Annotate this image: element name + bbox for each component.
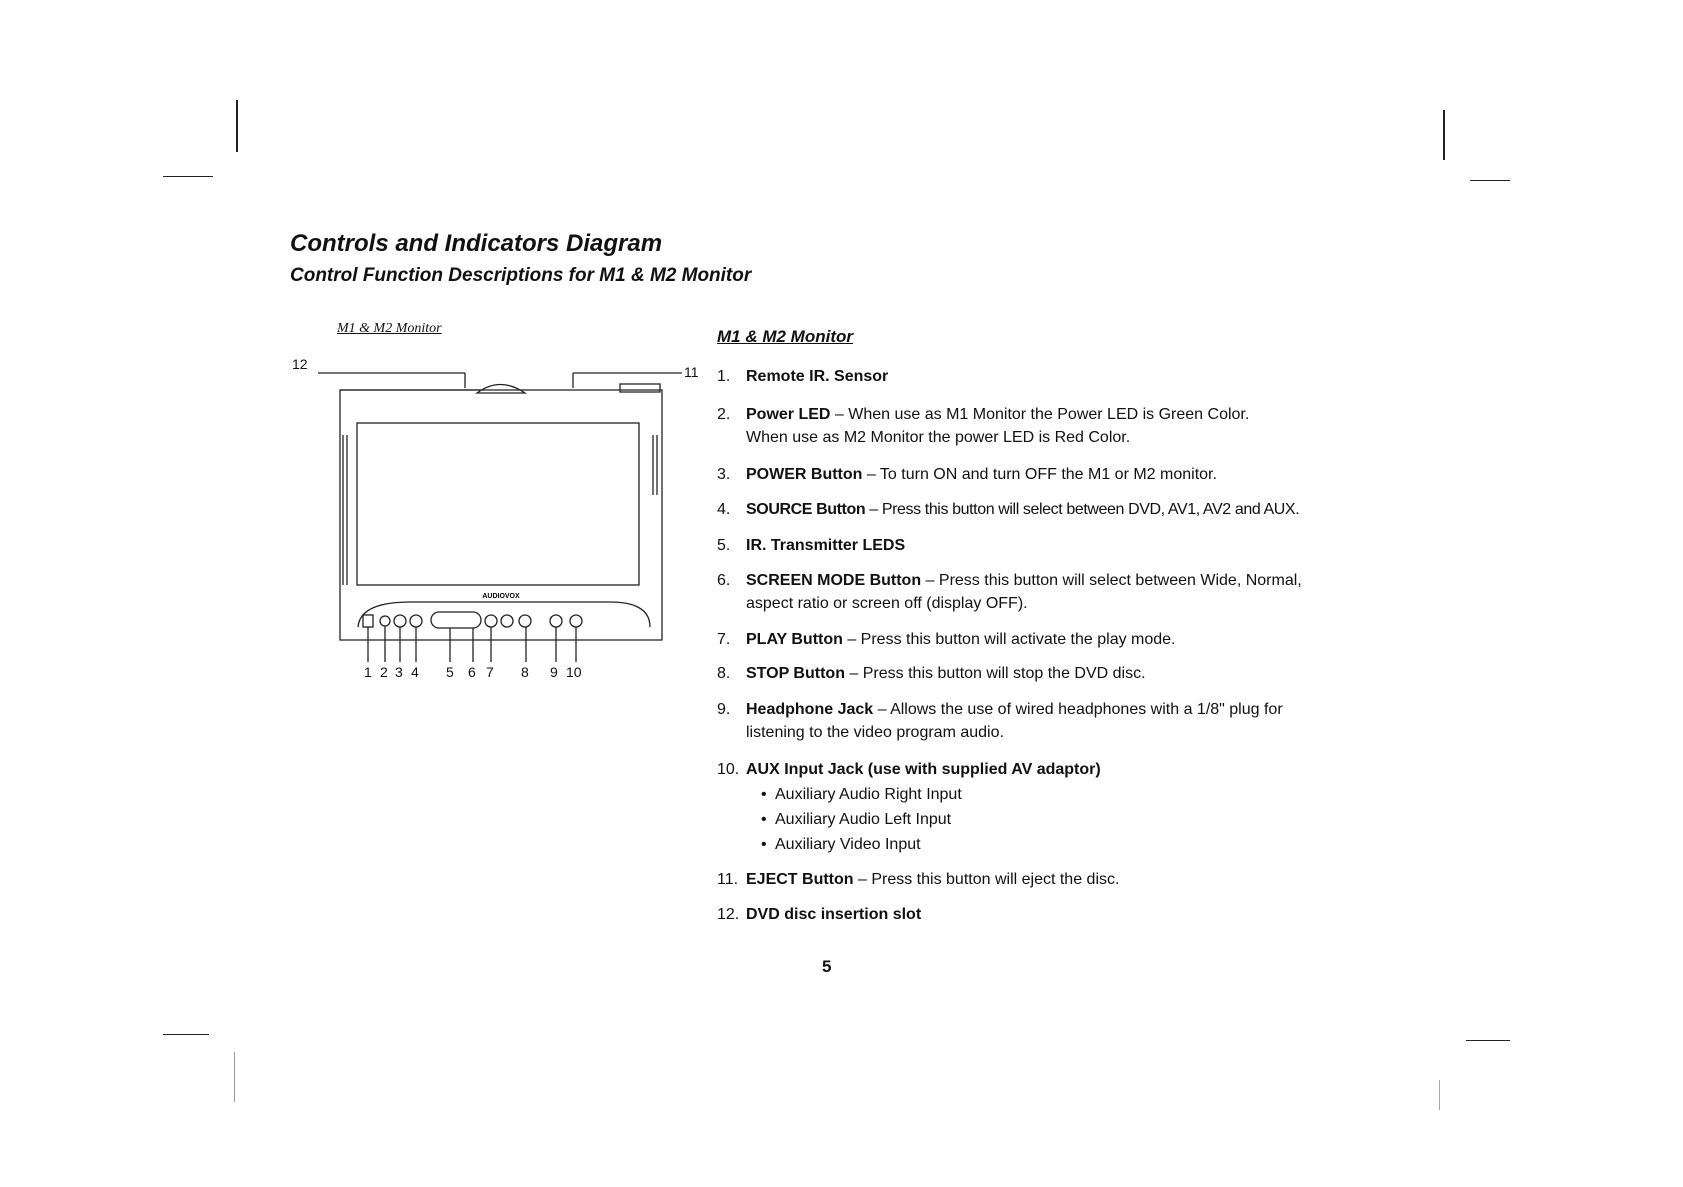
crop-mark [1466, 1040, 1510, 1041]
item-label: Power LED [746, 406, 831, 423]
list-subitem [761, 832, 1061, 857]
item-label: STOP Button [746, 665, 845, 682]
bullet-icon: • [761, 786, 767, 803]
item-number: 1. [717, 368, 731, 385]
crop-mark [163, 1034, 209, 1035]
item-text: – When use as M1 Monitor the Power LED is Green Color. [830, 406, 1250, 423]
callout-11: 11 [684, 364, 699, 380]
item-label: POWER Button [746, 466, 863, 483]
callout-8: 8 [521, 664, 529, 680]
item-label: EJECT Button [746, 871, 854, 888]
item-number: 8. [717, 665, 731, 682]
item-text: – To turn ON and turn OFF the M1 or M2 monitor. [862, 466, 1217, 483]
item-number: 9. [717, 701, 731, 718]
callout-9: 9 [550, 664, 558, 680]
page-subtitle: Control Function Descriptions for M1 & M2 Monitor [290, 265, 752, 286]
callout-2: 2 [380, 664, 388, 680]
item-number: 6. [717, 572, 731, 589]
item-number: 4. [717, 501, 731, 518]
item-label: DVD disc insertion slot [746, 906, 922, 923]
list-subitem [761, 807, 1061, 832]
item-number: 12. [717, 906, 740, 923]
item-number: 7. [717, 631, 731, 648]
item-label: PLAY Button [746, 631, 843, 648]
item-label: IR. Transmitter LEDS [746, 537, 906, 554]
item-number: 3. [717, 466, 731, 483]
subitem-text: Auxiliary Audio Left Input [775, 811, 952, 828]
item-text-continued: listening to the video program audio. [746, 724, 1004, 741]
item-text: – Press this button will select between Wide, Normal, [921, 572, 1302, 589]
item-text: – Allows the use of wired headphones with a 1/8" plug for [873, 701, 1283, 718]
monitor-diagram [290, 340, 710, 680]
list-subitem [761, 782, 1061, 807]
callout-7: 7 [486, 664, 494, 680]
item-text: – Press this button will select between DVD, AV1, AV2 and AUX. [865, 501, 1300, 518]
item-text: – Press this button will activate the play mode. [842, 631, 1176, 648]
monitor-brand-label: AUDIOVOX [482, 593, 520, 600]
item-text: – Press this button will eject the disc. [853, 871, 1120, 888]
item-text: – Press this button will stop the DVD disc. [844, 665, 1146, 682]
callout-12: 12 [292, 356, 308, 372]
item-number: 2. [717, 406, 731, 423]
item-label: Remote IR. Sensor [746, 368, 889, 385]
item-text-continued: When use as M2 Monitor the power LED is Red Color. [746, 429, 1131, 446]
item-label: Headphone Jack [746, 701, 874, 718]
crop-mark [1439, 1080, 1440, 1110]
subitem-text: Auxiliary Video Input [775, 836, 921, 853]
callout-3: 3 [395, 664, 403, 680]
crop-mark [1443, 110, 1445, 160]
callout-5: 5 [446, 664, 454, 680]
item-label: AUX Input Jack (use with supplied AV adaptor) [746, 761, 1101, 778]
callout-4: 4 [411, 664, 419, 680]
item-number: 10. [717, 761, 740, 778]
page-title: Controls and Indicators Diagram [290, 230, 663, 257]
aux-subitems [761, 782, 1061, 857]
diagram-caption: M1 & M2 Monitor [337, 321, 442, 336]
list-heading: M1 & M2 Monitor [717, 327, 853, 346]
bullet-icon: • [761, 811, 767, 828]
page-number: 5 [822, 957, 832, 976]
item-number: 5. [717, 537, 731, 554]
item-text-continued: aspect ratio or screen off (display OFF). [746, 595, 1028, 612]
callout-6: 6 [468, 664, 476, 680]
crop-mark [1470, 180, 1510, 181]
item-label: SCREEN MODE Button [746, 572, 922, 589]
bullet-icon: • [761, 836, 767, 853]
crop-mark [236, 100, 238, 152]
item-label: SOURCE Button [746, 501, 866, 518]
callout-10: 10 [566, 664, 582, 680]
item-number: 11. [717, 871, 739, 888]
crop-mark [163, 176, 213, 177]
subitem-text: Auxiliary Audio Right Input [775, 786, 962, 803]
callout-1: 1 [364, 664, 372, 680]
crop-mark [234, 1052, 235, 1102]
